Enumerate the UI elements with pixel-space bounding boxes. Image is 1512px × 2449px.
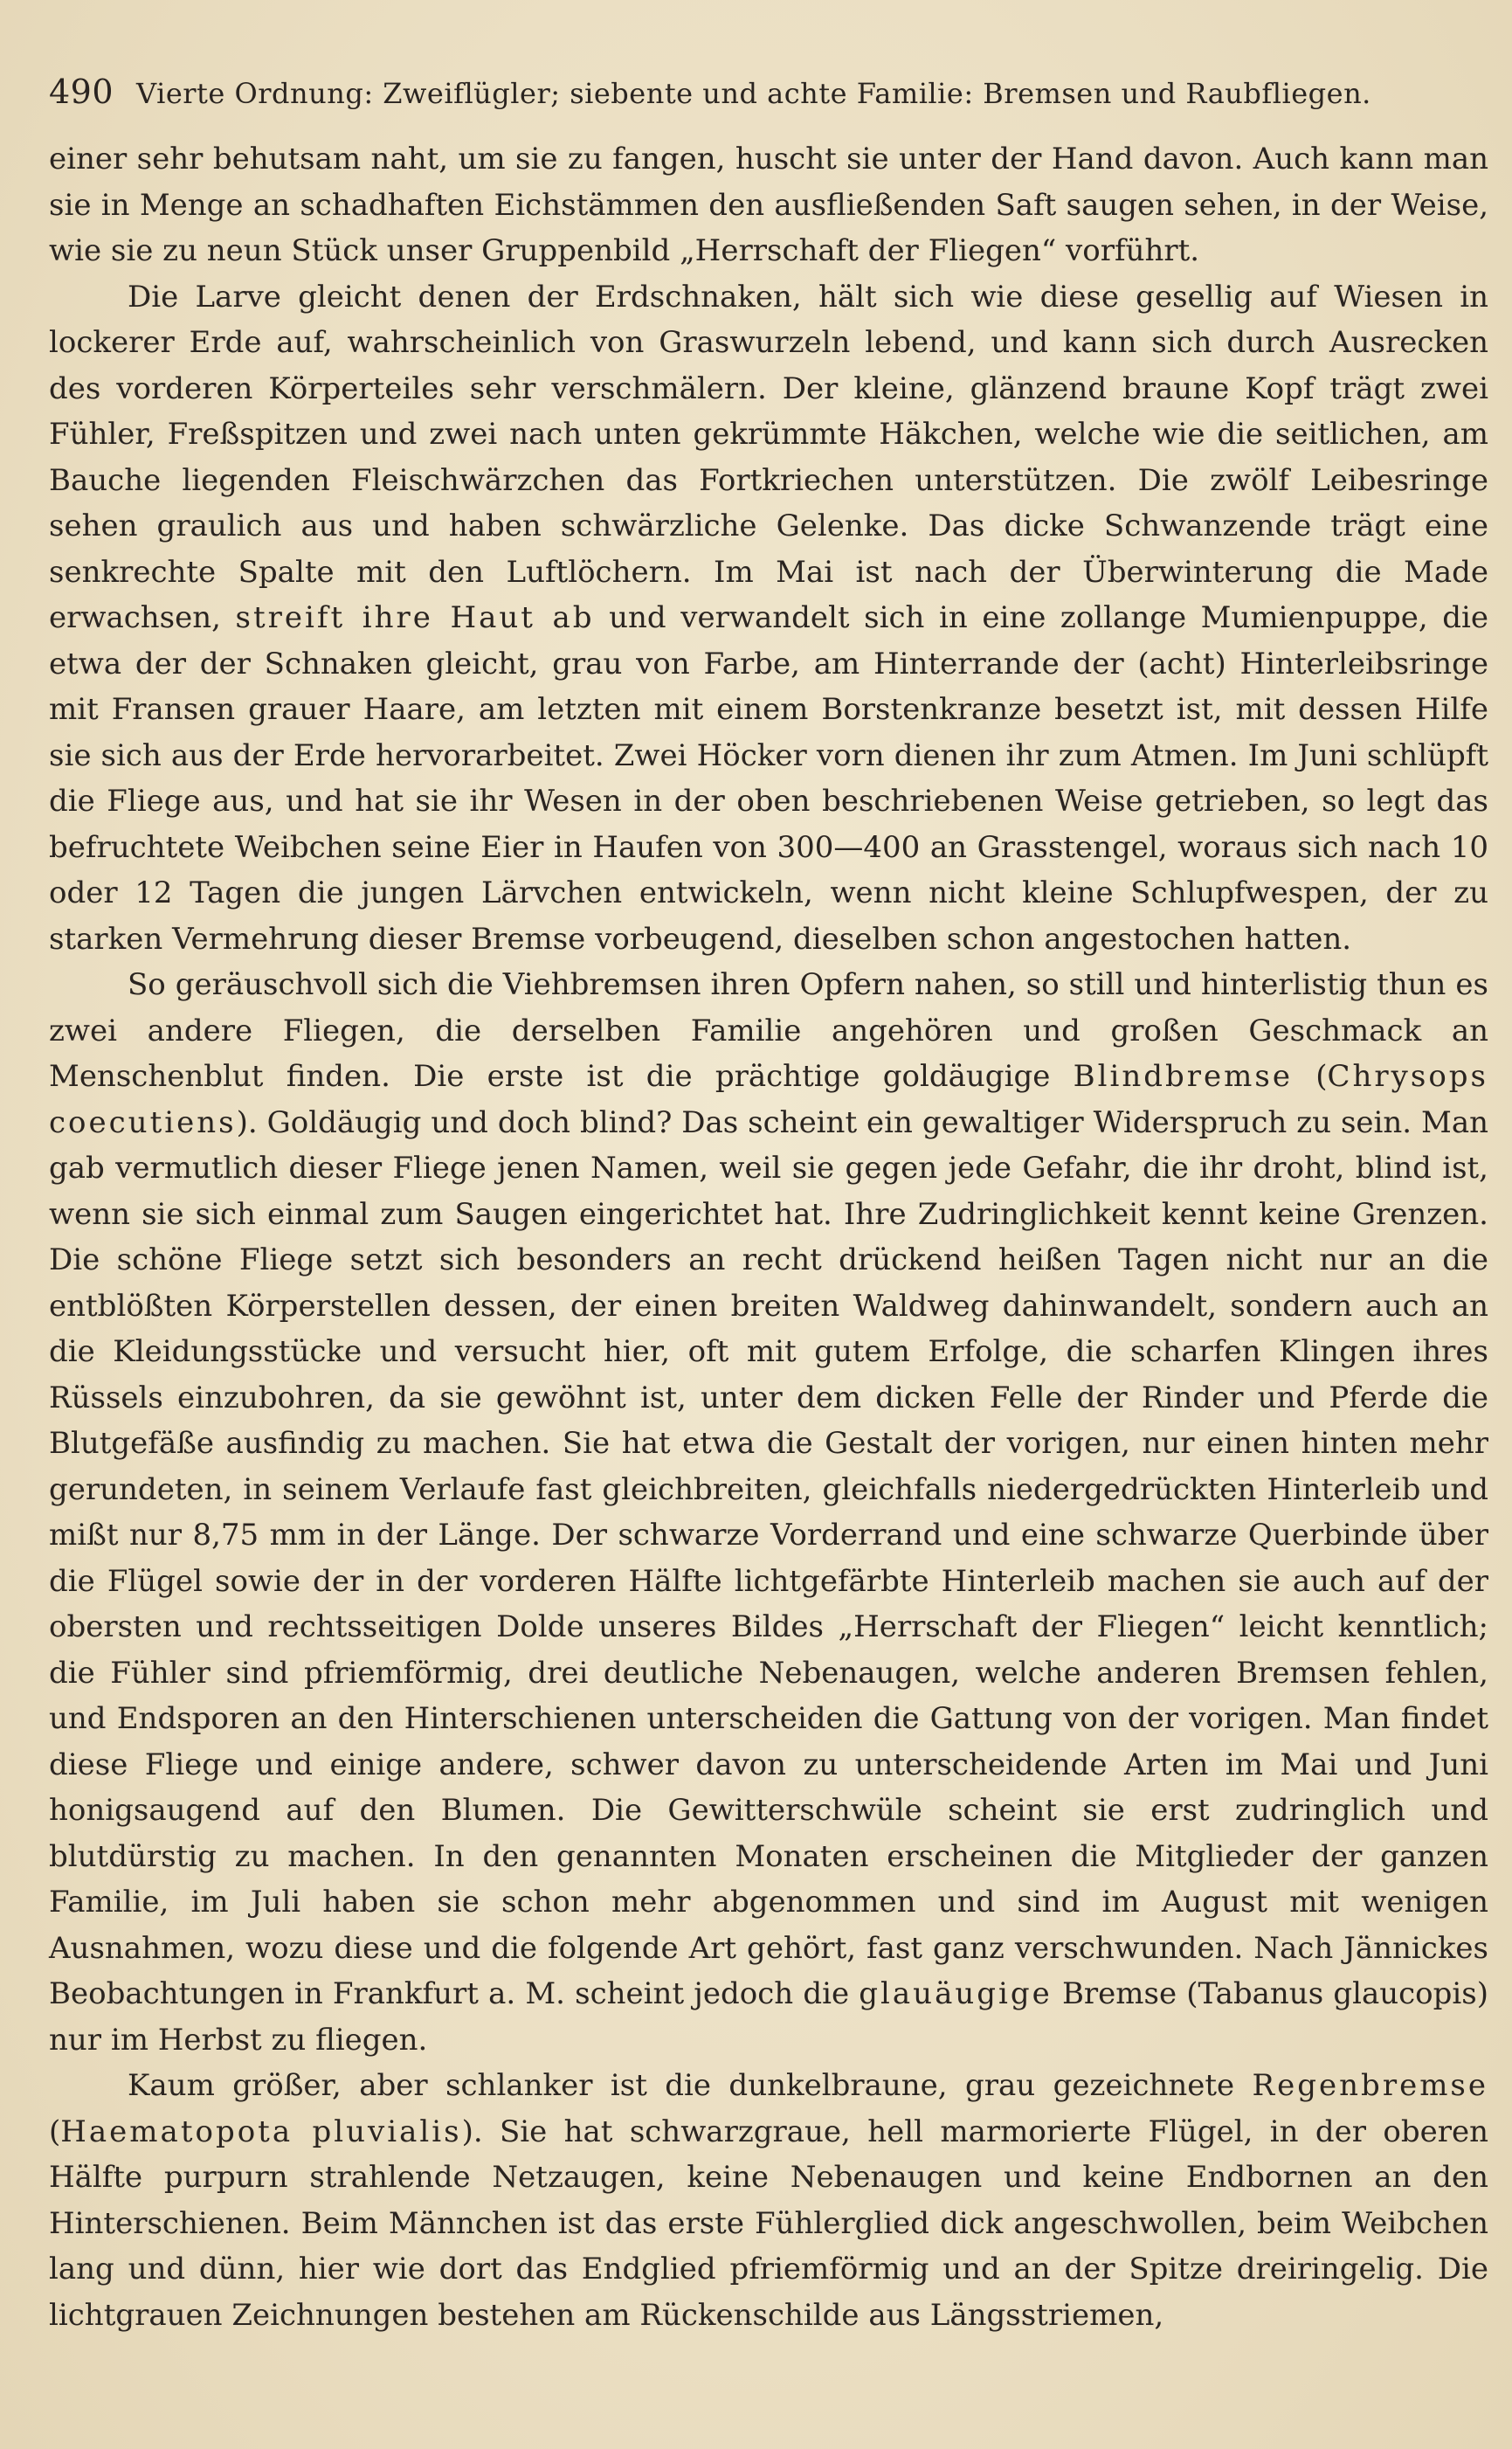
paragraph bbox=[49, 274, 1488, 963]
text-run: ( bbox=[1292, 1059, 1328, 1094]
text-run: ( bbox=[49, 2113, 61, 2149]
paragraph bbox=[49, 136, 1488, 274]
body-text bbox=[49, 136, 1488, 2338]
text-run: So geräuschvoll sich die Viehbremsen ihren Opfern nahen, so still und hinterlistig thun es zwei andere Fliegen, die derselben Familie angehören und großen Geschmack an Menschenblut finden. Die erste ist die prächtige goldäugige bbox=[49, 967, 1488, 1094]
emphasized-name: glauäugige bbox=[859, 1976, 1053, 2011]
emphasized-name: streift ihre Haut ab bbox=[235, 600, 595, 635]
running-header bbox=[49, 61, 1488, 122]
emphasized-name: Blindbremse bbox=[1073, 1059, 1293, 1094]
paragraph bbox=[49, 962, 1488, 2063]
text-run: Bremse (Tabanus glaucopis) nur im Herbst zu fliegen. bbox=[49, 1976, 1488, 2058]
page-number: 490 bbox=[49, 73, 114, 111]
text-run: Die Larve gleicht denen der Erdschnaken, hält sich wie diese gesellig auf Wiesen in lockerer Erde auf, wahrscheinlich von Graswurzeln lebend, und kann sich durch Ausrecken des vorderen Körperteiles sehr verschmälern. Der kleine, glänzend braune Kopf trägt zwei Fühler, Freßspitzen und zwei nach unten gekrümmte Häkchen, welche wie die seitlichen, am Bauche liegenden Fleischwärzchen das Fortkriechen unterstützen. Die zwölf Leibesringe sehen graulich aus und haben schwärzliche Gelenke. Das dicke Schwanzende trägt eine senkrechte Spalte mit den Luftlöchern. Im Mai ist nach der Überwinterung die Made erwachsen, bbox=[49, 279, 1488, 635]
text-run: ). Sie hat schwarzgraue, hell marmorierte Flügel, in der oberen Hälfte purpurn strahlende Netzaugen, keine Nebenaugen und keine Endbornen an den Hinterschienen. Beim Männchen ist das erste Fühlerglied dick angeschwollen, beim Weibchen lang und dünn, hier wie dort das Endglied pfriemförmig und an der Spitze dreiringelig. Die lichtgrauen Zeichnungen bestehen am Rückenschilde aus Längsstriemen, bbox=[49, 2113, 1488, 2333]
text-run: einer sehr behutsam naht, um sie zu fangen, huscht sie unter der Hand davon. Auch kann man sie in Menge an schadhaften Eichstämmen den ausfließenden Saft saugen sehen, in der Weise, wie sie zu neun Stück unser Gruppenbild „Herrschaft der Fliegen“ vorführt. bbox=[49, 142, 1488, 268]
running-title: Vierte Ordnung: Zweiflügler; siebente und achte Familie: Bremsen und Raubfliegen. bbox=[136, 77, 1371, 110]
text-run: ). Goldäugig und doch blind? Das scheint ein gewaltiger Widerspruch zu sein. Man gab vermutlich dieser Fliege jenen Namen, weil sie gegen jede Gefahr, die ihr droht, blind ist, wenn sie sich einmal zum Saugen eingerichtet hat. Ihre Zudringlichkeit kennt keine Grenzen. Die schöne Fliege setzt sich besonders an recht drückend heißen Tagen nicht nur an die entblößten Körperstellen dessen, der einen breiten Waldweg dahinwandelt, sondern auch an die Kleidungsstücke und versucht hier, oft mit gutem Erfolge, die scharfen Klingen ihres Rüssels einzubohren, da sie gewöhnt ist, unter dem dicken Felle der Rinder und Pferde die Blutgefäße ausfindig zu machen. Sie hat etwa die Gestalt der vorigen, nur einen hinten mehr gerundeten, in seinem Verlaufe fast gleichbreiten, gleichfalls niedergedrückten Hinterleib und mißt nur 8,75 mm in der Länge. Der schwarze Vorderrand und eine schwarze Querbinde über die Flügel sowie der in der vorderen Hälfte lichtgefärbte Hinterleib machen sie auch auf der obersten und rechtsseitigen Dolde unseres Bildes „Herrschaft der Fliegen“ leicht kenntlich; die Fühler sind pfriemförmig, drei deutliche Nebenaugen, welche anderen Bremsen fehlen, und Endsporen an den Hinterschienen unterscheiden die Gattung von der vorigen. Man findet diese Fliege und einige andere, schwer davon zu unterscheidende Arten im Mai und Juni honigsaugend auf den Blumen. Die Gewitterschwüle scheint sie erst zudringlich und blutdürstig zu machen. In den genannten Monaten erscheinen die Mitglieder der ganzen Familie, im Juli haben sie schon mehr abgenommen und sind im August mit wenigen Ausnahmen, wozu diese und die folgende Art gehört, fast ganz verschwunden. Nach Jännickes Beobachtungen in Frankfurt a. M. scheint jedoch die bbox=[49, 1104, 1488, 2011]
emphasized-name: Chrysops coecutiens bbox=[49, 1059, 1489, 1140]
book-page bbox=[49, 61, 1488, 2338]
emphasized-name: Regenbremse bbox=[1252, 2068, 1488, 2103]
text-run: Kaum größer, aber schlanker ist die dunkelbraune, grau gezeichnete bbox=[128, 2068, 1253, 2103]
text-run: und verwandelt sich in eine zollange Mumienpuppe, die etwa der der Schnaken gleicht, grau von Farbe, am Hinterrande der (acht) Hinterleibsringe mit Fransen grauer Haare, am letzten mit einem Borstenkranze besetzt ist, mit dessen Hilfe sie sich aus der Erde hervorarbeitet. Zwei Höcker vorn dienen ihr zum Atmen. Im Juni schlüpft die Fliege aus, und hat sie ihr Wesen in der oben beschriebenen Weise getrieben, so legt das befruchtete Weibchen seine Eier in Haufen von 300—400 an Grasstengel, woraus sich nach 10 oder 12 Tagen die jungen Lärvchen entwickeln, wenn nicht kleine Schlupfwespen, der zu starken Vermehrung dieser Bremse vorbeugend, dieselben schon angestochen hatten. bbox=[49, 600, 1488, 957]
emphasized-name: Haematopota pluvialis bbox=[60, 2113, 462, 2149]
paragraph bbox=[49, 2063, 1488, 2338]
